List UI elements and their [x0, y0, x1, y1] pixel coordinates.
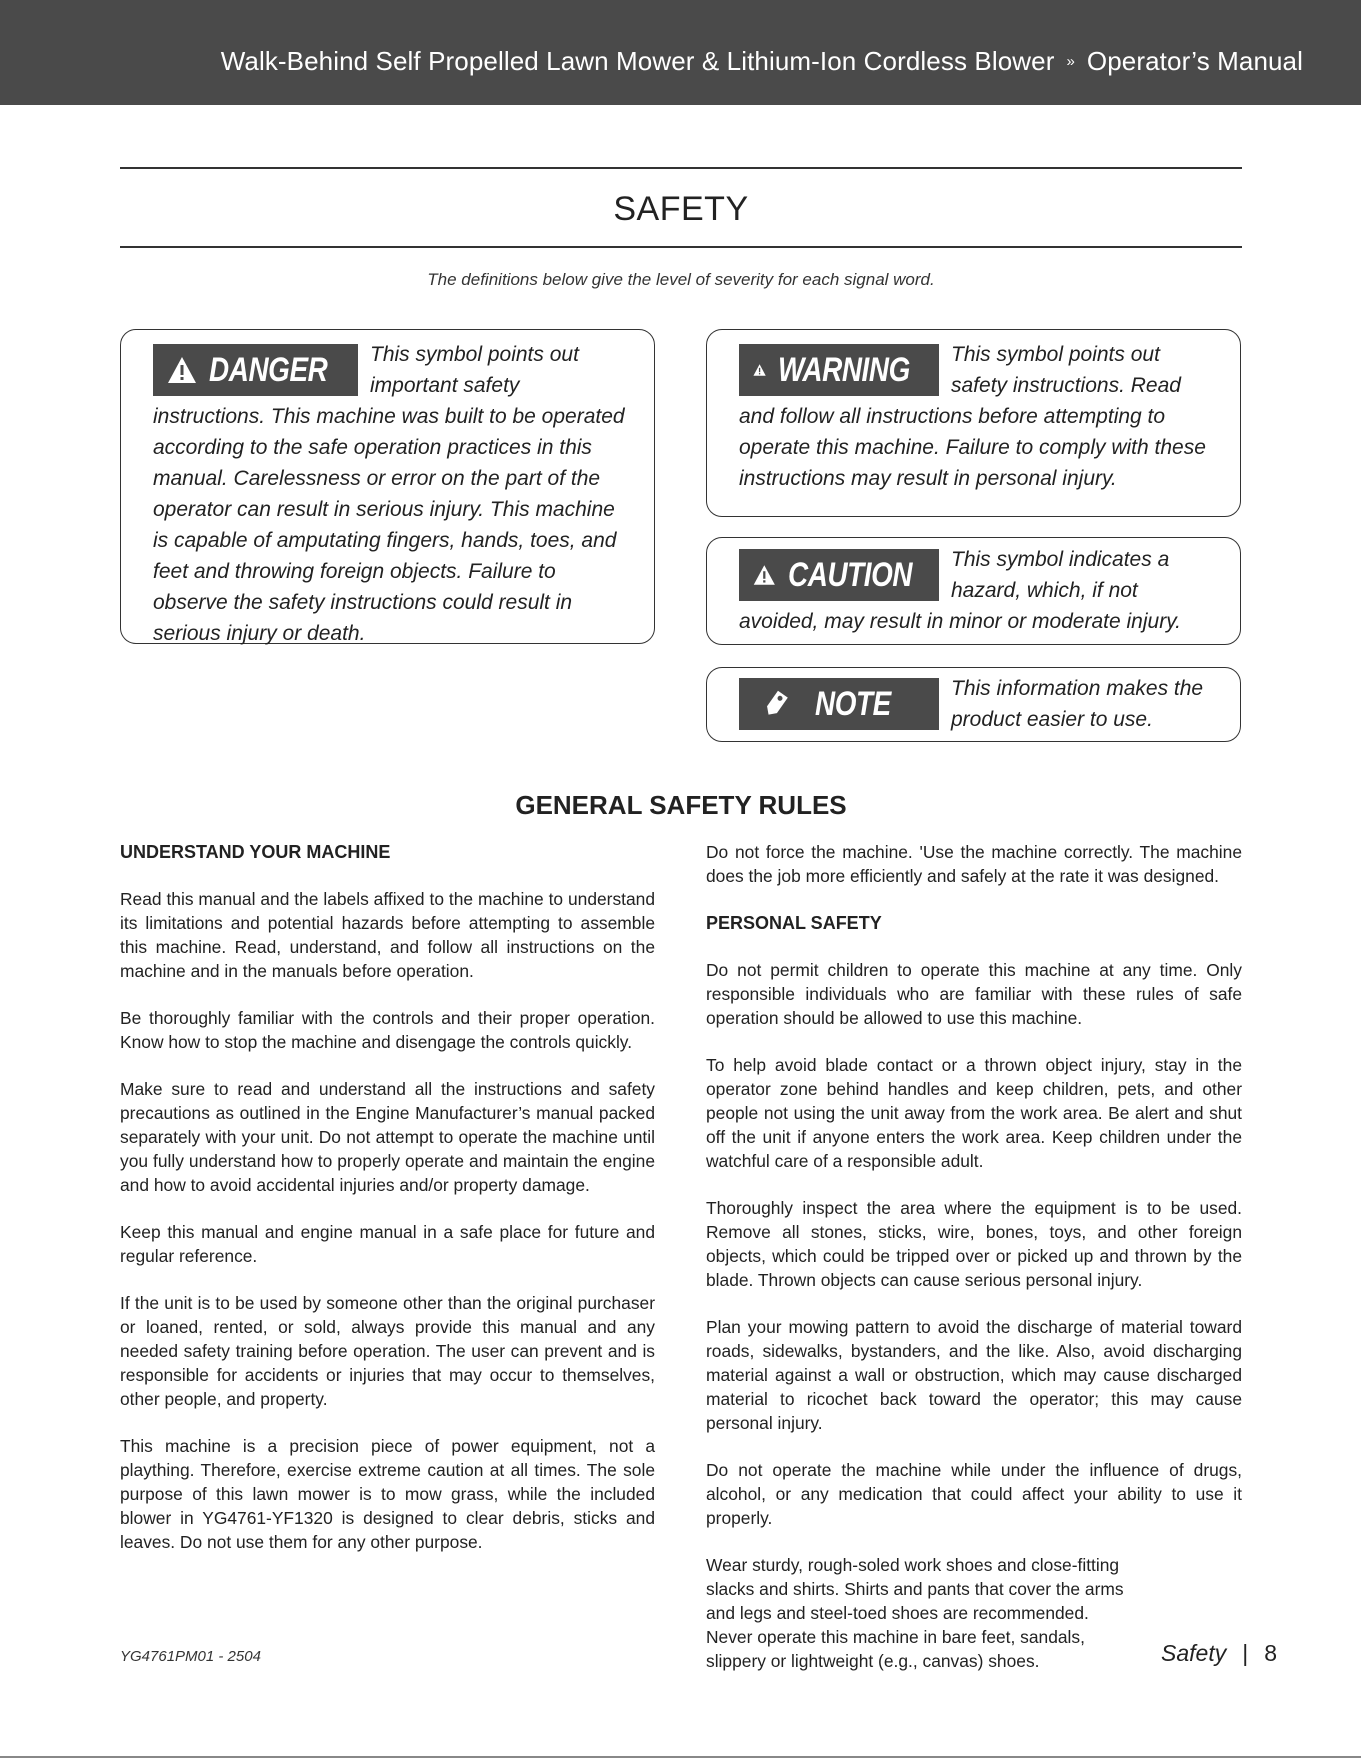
warning-box — [706, 329, 1241, 517]
document-code: YG4761PM01 - 2504 — [120, 1648, 261, 1665]
paragraph: Plan your mowing pattern to avoid the discharge of material toward roads, sidewalks, bystanders, and the like. Also, avoid discharging material against a wall or obstruction, which may cause discharged material to ricochet back toward the operator; this may cause personal injury. — [706, 1317, 1242, 1433]
warning-triangle-icon — [753, 356, 766, 384]
footer-divider: | — [1242, 1640, 1249, 1666]
warning-label: WARNING — [778, 350, 911, 389]
danger-box — [120, 329, 655, 644]
warning-text-wrap — [739, 339, 1214, 494]
breadcrumb-separator: » — [1066, 52, 1075, 70]
title-divider — [120, 246, 1242, 248]
caution-label: CAUTION — [787, 555, 912, 594]
paragraph: Be thoroughly familiar with the controls and their proper operation. Know how to stop the machine and disengage the controls quickly. — [120, 1008, 655, 1052]
bottom-edge-line — [0, 1756, 1361, 1758]
danger-label: DANGER — [209, 350, 328, 389]
paragraph: This machine is a precision piece of power equipment, not a plaything. Therefore, exercise extreme caution at all times. The sole purpose of this lawn mower is to mow grass, while the included blower in YG4761-YF1320 is designed to clear debris, sticks and leaves. Do not use them for any other purpose. — [120, 1436, 655, 1552]
manual-section: Operator’s Manual — [1086, 46, 1303, 76]
manual-title: Walk-Behind Self Propelled Lawn Mower & Lithium-Ion Cordless Blower — [220, 46, 1055, 76]
paragraph: If the unit is to be used by someone other than the original purchaser or loaned, rented, or sold, always provide this manual and any needed safety training before operation. The user can prevent and is responsible for accidents or injuries that may occur to themselves, other people, and property. — [120, 1293, 655, 1409]
tag-icon — [761, 689, 791, 719]
paragraph: To help avoid blade contact or a thrown object injury, stay in the operator zone behind handles and keep children, pets, and other people not using the unit away from the work area. Be alert and shut off the unit if anyone enters the work area. Keep children under the watchful care of a responsible adult. — [706, 1055, 1242, 1171]
personal-safety-heading: PERSONAL SAFETY — [706, 913, 882, 933]
right-column — [706, 840, 1242, 1696]
note-description: This information makes the product easier to use. — [951, 677, 1204, 731]
paragraph: Do not force the machine. 'Use the machine correctly. The machine does the job more efficiently and safely at the rate it was designed. — [706, 842, 1242, 886]
page-title: SAFETY — [613, 190, 749, 228]
page-number: 8 — [1264, 1640, 1277, 1666]
danger-badge — [153, 344, 358, 396]
warning-triangle-icon — [753, 561, 776, 589]
header-title-line — [221, 46, 1303, 77]
left-column — [120, 840, 655, 1577]
caution-description: This symbol indicates a hazard, which, if not avoided, may result in minor or moderate injury. — [739, 548, 1181, 633]
caution-box — [706, 537, 1241, 645]
paragraph: Do not permit children to operate this machine at any time. Only responsible individuals who are familiar with these rules of safe operation should be allowed to use this machine. — [706, 960, 1242, 1028]
warning-badge — [739, 344, 939, 396]
paragraph: Wear sturdy, rough-soled work shoes and close-fitting slacks and shirts. Shirts and pants that cover the arms and legs and steel-toed shoes are recommended. Never operate this machine in bare feet, sandals, slippery or lightweight (e.g., canvas) shoes. — [706, 1555, 1124, 1671]
header-bar — [0, 0, 1361, 105]
note-label: NOTE — [815, 684, 891, 723]
paragraph: Thoroughly inspect the area where the equipment is to be used. Remove all stones, sticks, wire, bones, toys, and other foreign objects, which could be tripped over or picked up and thrown by the blade. Thrown objects can cause serious personal injury. — [706, 1198, 1242, 1290]
paragraph: Keep this manual and engine manual in a safe place for future and regular reference. — [120, 1222, 655, 1266]
top-divider — [120, 167, 1242, 169]
paragraph: Do not operate the machine while under the influence of drugs, alcohol, or any medication that could affect your ability to use it properly. — [706, 1460, 1242, 1528]
danger-description: This symbol points out important safety instructions. This machine was built to be operated according to the safe operation practices in this manual. Carelessness or error on the part of the operator can result in serious injury. This machine is capable of amputating fingers, hands, toes, and feet and throwing foreign objects. Failure to observe the safety instructions could result in serious injury or death. — [153, 343, 625, 645]
caution-badge — [739, 549, 939, 601]
safety-subtitle: The definitions below give the level of severity for each signal word. — [427, 270, 935, 289]
note-badge — [739, 678, 939, 730]
warning-triangle-icon — [167, 356, 197, 384]
danger-text-wrap — [153, 339, 628, 649]
page-footer — [1161, 1640, 1277, 1667]
caution-text-wrap — [739, 544, 1214, 637]
section-title: GENERAL SAFETY RULES — [515, 790, 847, 820]
note-text-wrap — [739, 673, 1214, 735]
understand-machine-heading: UNDERSTAND YOUR MACHINE — [120, 842, 391, 862]
note-box — [706, 667, 1241, 742]
paragraph: Read this manual and the labels affixed to the machine to understand its limitations and potential hazards before attempting to assemble this machine. Read, understand, and follow all instructions on the machine and in the manuals before operation. — [120, 889, 655, 981]
paragraph: Make sure to read and understand all the instructions and safety precautions as outlined in the Engine Manufacturer’s manual packed separately with your unit. Do not attempt to operate the machine until you fully understand how to properly operate and maintain the engine and how to avoid accidental injuries and/or property damage. — [120, 1079, 655, 1195]
footer-section: Safety — [1161, 1640, 1227, 1666]
warning-description: This symbol points out safety instructions. Read and follow all instructions before attempting to operate this machine. Failure to comply with these instructions may result in personal injury. — [739, 343, 1206, 490]
